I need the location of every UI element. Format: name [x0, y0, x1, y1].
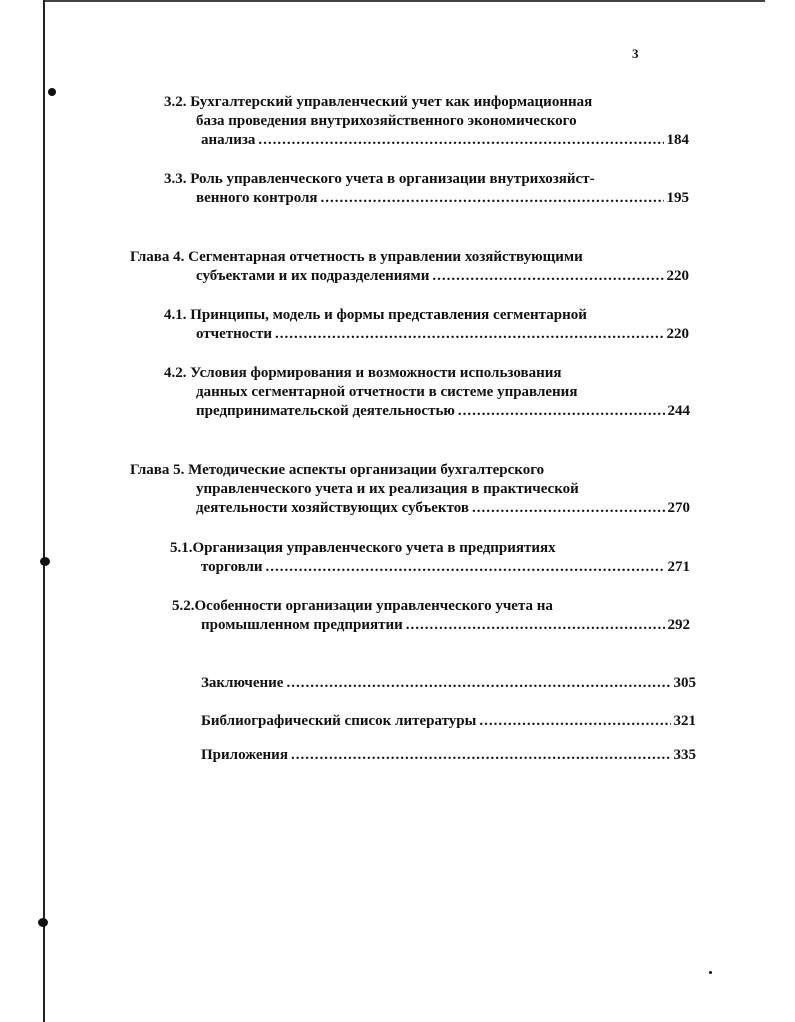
toc-entry-chapter-5 [196, 499, 690, 517]
toc-line: 5.2.Особенности организации управленческого учета на [172, 598, 553, 614]
toc-entry-5-1 [201, 558, 690, 576]
toc-page-number: 292 [667, 617, 690, 633]
page-number: 3 [632, 46, 639, 61]
toc-title: Библиографический список литературы [201, 713, 477, 729]
toc-title: торговли [201, 559, 263, 575]
toc-entry-4-1 [196, 325, 689, 343]
scan-speck [38, 918, 48, 927]
toc-line: 4.2. Условия формирования и возможности использования [164, 365, 562, 381]
toc-leader-dots [291, 746, 671, 764]
scan-speck [48, 88, 56, 96]
toc-title: венного контроля [196, 190, 318, 206]
toc-leader-dots [406, 616, 665, 634]
toc-page-number: 184 [666, 132, 689, 148]
toc-page-number: 271 [667, 559, 690, 575]
toc-line: данных сегментарной отчетности в системе управления [196, 384, 578, 400]
toc-title: предпринимательской деятельностью [196, 403, 455, 419]
toc-entry-5-2 [201, 616, 690, 634]
toc-entry-conclusion [201, 674, 696, 692]
toc-title: Приложения [201, 747, 288, 763]
toc-title: Заключение [201, 675, 284, 691]
toc-title: отчетности [196, 326, 272, 342]
toc-entry-appendices [201, 746, 696, 764]
toc-page-number: 270 [667, 500, 690, 516]
toc-entry-bibliography [201, 712, 696, 730]
toc-line: управленческого учета и их реализация в практической [196, 481, 579, 497]
toc-entry-3-3 [196, 189, 689, 207]
toc-chapter-heading: Глава 4. Сегментарная отчетность в управлении хозяйствующими [130, 249, 583, 265]
toc-title: анализа [201, 132, 256, 148]
toc-leader-dots [458, 402, 665, 420]
toc-line: 3.2. Бухгалтерский управленческий учет как информационная [164, 94, 593, 110]
toc-title: промышленном предприятии [201, 617, 403, 633]
toc-page-number: 305 [673, 675, 696, 691]
toc-entry-chapter-4 [196, 267, 689, 285]
toc-line: база проведения внутрихозяйственного экономического [196, 113, 577, 129]
scan-speck [709, 971, 712, 974]
toc-entry-4-2 [196, 402, 690, 420]
toc-chapter-heading: Глава 5. Методические аспекты организации бухгалтерского [130, 462, 545, 478]
scan-edge-left [43, 0, 45, 1022]
toc-leader-dots [258, 131, 663, 149]
toc-line: 3.3. Роль управленческого учета в организации внутрихозяйст- [164, 171, 595, 187]
toc-leader-dots [286, 674, 670, 692]
scan-edge-top [45, 0, 765, 6]
toc-leader-dots [472, 499, 665, 517]
toc-page-number: 335 [673, 747, 696, 763]
toc-leader-dots [479, 712, 670, 730]
toc-line: 5.1.Организация управленческого учета в предприятиях [170, 540, 556, 556]
toc-page-number: 321 [673, 713, 696, 729]
toc-title: деятельности хозяйствующих субъектов [196, 500, 469, 516]
toc-leader-dots [321, 189, 664, 207]
toc-page-number: 244 [667, 403, 690, 419]
toc-page-number: 220 [666, 326, 689, 342]
toc-page-number: 220 [666, 268, 689, 284]
toc-page-number: 195 [666, 190, 689, 206]
toc-leader-dots [432, 267, 663, 285]
toc-line: 4.1. Принципы, модель и формы представления сегментарной [164, 307, 587, 323]
toc-leader-dots [266, 558, 665, 576]
toc-leader-dots [275, 325, 664, 343]
toc-entry-3-2 [201, 131, 689, 149]
scan-speck [40, 557, 50, 566]
toc-title: субъектами и их подразделениями [196, 268, 430, 284]
